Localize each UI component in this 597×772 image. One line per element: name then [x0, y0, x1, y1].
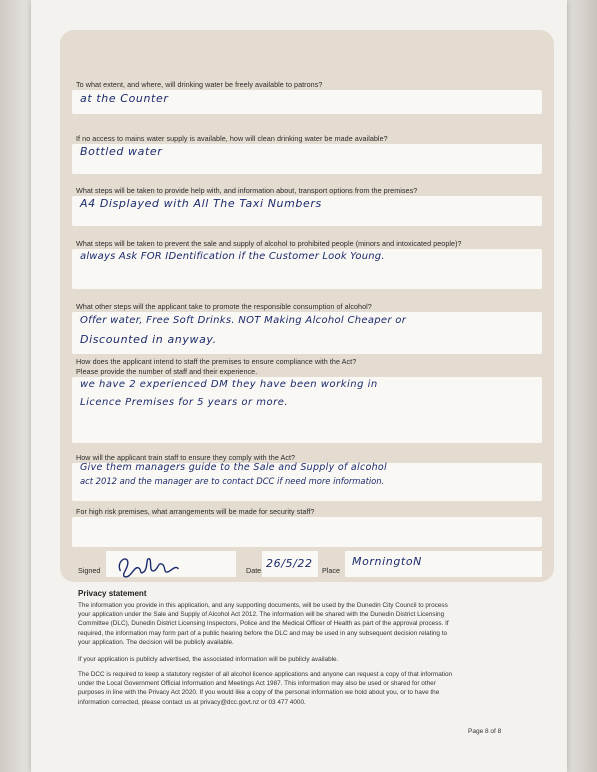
privacy-line: your application. The decision will be publicly available. — [78, 638, 234, 646]
handwritten-signature — [113, 547, 185, 582]
privacy-line: information corrected, please contact us at privacy@dcc.govt.nz or 03 477 4000. — [78, 698, 306, 706]
privacy-line: required, the information may form part of a public hearing before the DLC and may be used in any subsequent decision relating to — [78, 629, 448, 637]
answer-staffing-line-1: we have 2 experienced DM they have been working in — [80, 379, 378, 390]
answer-box-security-staff[interactable] — [72, 517, 542, 547]
question-staffing-detail: Please provide the number of staff and their experience. — [76, 367, 258, 376]
privacy-line: your application under the Sale and Supply of Alcohol Act 2012. The information will be shared with the Dunedin District Licensing — [78, 611, 445, 619]
page-number: Page 8 of 8 — [468, 728, 502, 735]
privacy-line: If your application is publicly advertised, the associated information will be publicly available. — [78, 656, 339, 663]
privacy-paragraph-1 — [78, 601, 508, 647]
question-staffing: How does the applicant intend to staff the premises to ensure compliance with the Act? — [76, 357, 357, 366]
answer-transport: A4 Displayed with All The Taxi Numbers — [80, 197, 322, 210]
privacy-paragraph-2 — [78, 655, 508, 664]
answer-water-availability: at the Counter — [80, 92, 169, 105]
privacy-title: Privacy statement — [78, 589, 147, 598]
answer-training-line-2: act 2012 and the manager are to contact DCC if need more information. — [80, 476, 385, 486]
privacy-line: purposes in line with the Privacy Act 2020. If you would like a copy of the personal information we hold about you, or to have the — [78, 689, 440, 697]
question-responsible-consumption: What other steps will the applicant take to promote the responsible consumption of alcohol? — [76, 302, 372, 311]
question-transport: What steps will be taken to provide help with, and information about, transport options from the premises? — [76, 186, 418, 195]
answer-training-line-1: Give them managers guide to the Sale and Supply of alcohol — [80, 462, 387, 473]
date-label: Date — [246, 566, 262, 575]
question-water-availability: To what extent, and where, will drinking water be freely available to patrons? — [76, 80, 323, 89]
privacy-line: The DCC is required to keep a statutory register of all alcohol licence applications and anyone can request a copy of that information — [78, 671, 453, 678]
date-value: 26/5/22 — [266, 557, 313, 570]
privacy-line: Committee (DLC), Dunedin District Licensing Inspectors, Police and the Medical Officer of Health as part of the approval process. If — [78, 620, 449, 628]
answer-responsible-consumption-line-2: Discounted in anyway. — [80, 333, 217, 346]
place-value: MorningtoN — [352, 555, 422, 568]
question-prohibited-people: What steps will be taken to prevent the sale and supply of alcohol to prohibited people (minors and intoxicated people)? — [76, 239, 462, 248]
answer-staffing-line-2: Licence Premises for 5 years or more. — [80, 397, 289, 408]
answer-prohibited-people: always Ask FOR IDentification if the Customer Look Young. — [80, 251, 385, 262]
question-security-staff: For high risk premises, what arrangements will be made for security staff? — [76, 507, 315, 516]
privacy-paragraph-3 — [78, 670, 508, 707]
privacy-line: The information you provide in this application, and any supporting documents, will be used by the Dunedin City Council to process — [78, 602, 448, 609]
answer-clean-water: Bottled water — [80, 145, 163, 158]
place-label: Place — [322, 566, 340, 575]
signed-label: Signed — [78, 566, 101, 575]
question-training: How will the applicant train staff to ensure they comply with the Act? — [76, 453, 296, 462]
question-clean-water: If no access to mains water supply is available, how will clean drinking water be made available? — [76, 134, 388, 143]
answer-responsible-consumption-line-1: Offer water, Free Soft Drinks. NOT Making Alcohol Cheaper or — [80, 315, 407, 326]
privacy-line: under the Local Government Official Information and Meetings Act 1987. This information may also be used or shared for other — [78, 680, 436, 688]
